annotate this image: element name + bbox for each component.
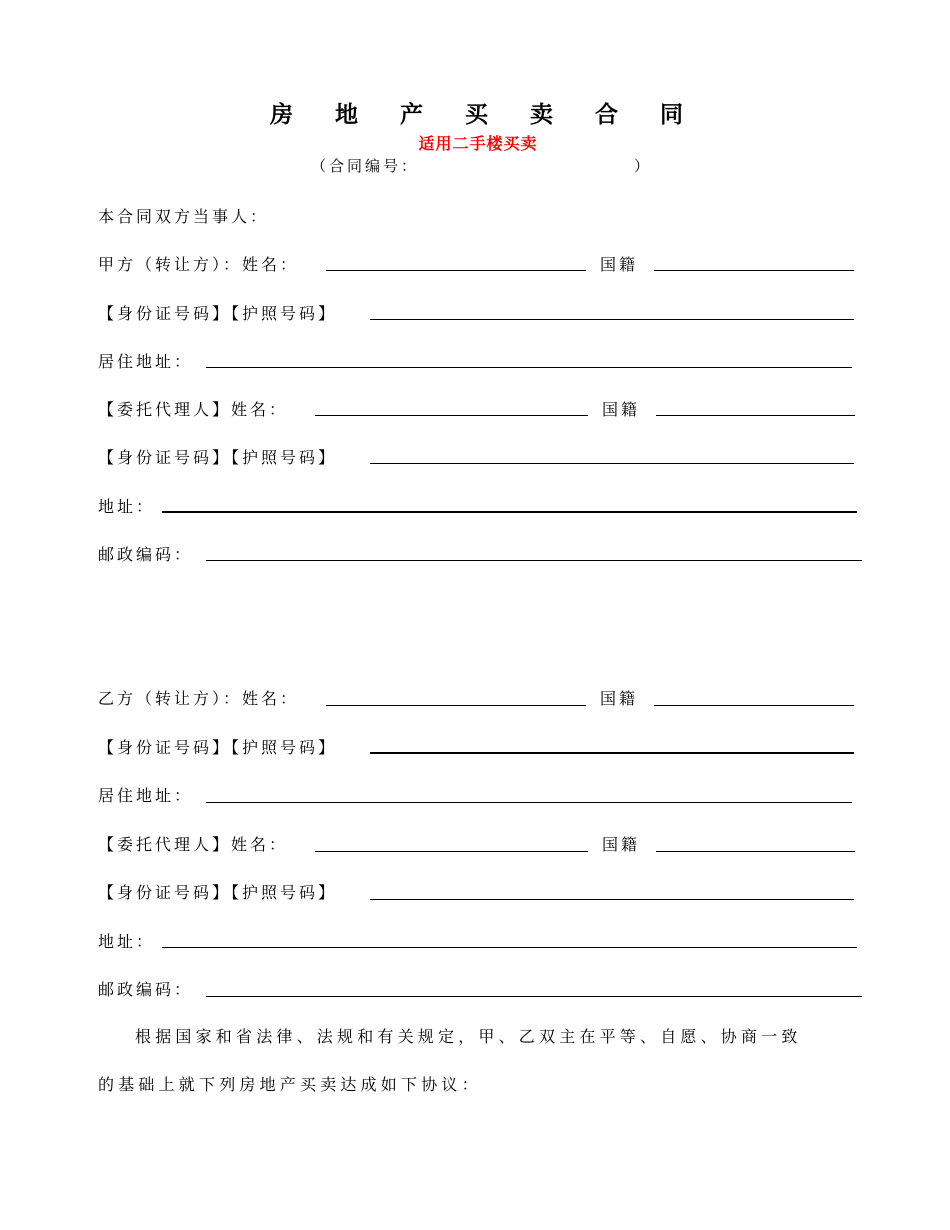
- party-a-agent-id-field[interactable]: [370, 463, 854, 464]
- party-b-id-field[interactable]: [370, 752, 854, 754]
- party-a-address-label: 地址：: [98, 497, 156, 516]
- party-b-agent-nationality-label: 国籍: [602, 835, 641, 854]
- party-b-address-label: 地址：: [98, 932, 156, 951]
- preamble-line-2: 的基础上就下列房地产买卖达成如下协议：: [98, 1075, 482, 1094]
- party-a-nationality-field[interactable]: [654, 270, 854, 271]
- party-a-residence-label: 居住地址：: [98, 352, 194, 371]
- party-a-address-field[interactable]: [162, 511, 857, 513]
- party-a-postcode-field[interactable]: [206, 560, 862, 561]
- party-a-id-label: 【身份证号码】【护照号码】: [98, 304, 338, 323]
- party-a-agent-name-label: 【委托代理人】姓名：: [98, 400, 289, 419]
- party-b-nationality-label: 国籍: [600, 689, 639, 708]
- parties-intro: 本合同双方当事人：: [98, 207, 270, 226]
- party-b-agent-name-label: 【委托代理人】姓名：: [98, 835, 289, 854]
- party-b-nationality-field[interactable]: [654, 705, 854, 706]
- party-b-name-field[interactable]: [326, 705, 586, 706]
- party-b-postcode-field[interactable]: [206, 996, 862, 997]
- contract-number-close: ）: [634, 157, 650, 175]
- document-title: 房 地 产 买 卖 合 同: [269, 102, 701, 128]
- party-a-agent-id-label: 【身份证号码】【护照号码】: [98, 448, 338, 467]
- party-b-postcode-label: 邮政编码：: [98, 980, 194, 999]
- party-a-name-field[interactable]: [326, 270, 586, 271]
- party-a-postcode-label: 邮政编码：: [98, 545, 194, 564]
- party-b-id-label: 【身份证号码】【护照号码】: [98, 738, 338, 757]
- contract-number-label: （合同编号：: [311, 157, 420, 175]
- party-b-agent-id-label: 【身份证号码】【护照号码】: [98, 883, 338, 902]
- party-b-agent-id-field[interactable]: [370, 899, 854, 900]
- party-a-id-field[interactable]: [370, 319, 854, 320]
- party-b-agent-name-field[interactable]: [315, 851, 588, 852]
- party-a-nationality-label: 国籍: [600, 255, 639, 274]
- preamble-line-1: 根据国家和省法律、法规和有关规定，甲、乙双主在平等、自愿、协商一致: [135, 1027, 802, 1046]
- party-b-residence-field[interactable]: [206, 802, 852, 803]
- party-b-name-label: 乙方（转让方）：姓名：: [98, 689, 300, 708]
- party-a-residence-field[interactable]: [206, 367, 852, 368]
- party-b-address-field[interactable]: [162, 947, 857, 948]
- party-b-agent-nationality-field[interactable]: [656, 851, 855, 852]
- document-subtitle: 适用二手楼买卖: [418, 134, 538, 153]
- party-a-agent-nationality-field[interactable]: [656, 415, 855, 416]
- party-a-agent-name-field[interactable]: [315, 415, 588, 416]
- party-b-residence-label: 居住地址：: [98, 786, 194, 805]
- party-a-name-label: 甲方（转让方）：姓名：: [98, 255, 300, 274]
- party-a-agent-nationality-label: 国籍: [602, 400, 641, 419]
